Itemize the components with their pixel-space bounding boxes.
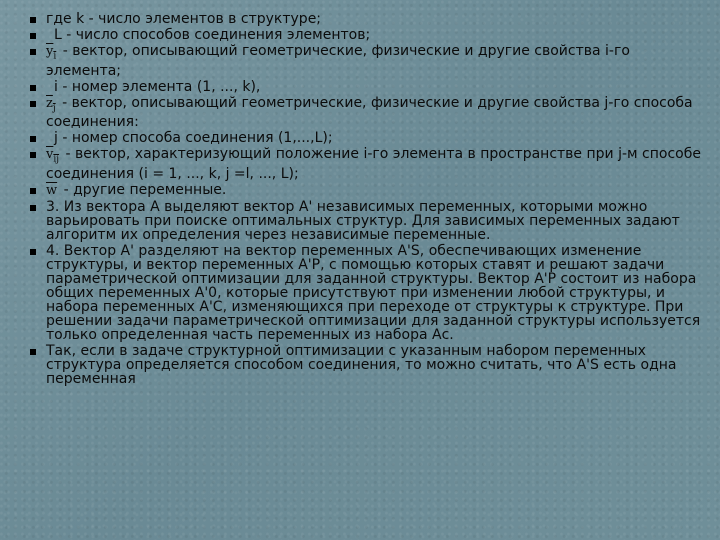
- item-text: - вектор, описывающий геометрические, физические и другие свойства j-го способа соединения:: [46, 94, 693, 131]
- item-text: где k - число элементов в структуре;: [46, 11, 322, 27]
- square-bullet-icon: [30, 205, 36, 211]
- item-text: - другие переменные.: [59, 181, 227, 198]
- square-bullet-icon: [30, 249, 36, 255]
- list-item: [26, 344, 706, 386]
- list-item: [26, 244, 706, 342]
- square-bullet-icon: [30, 33, 36, 39]
- list-item: [26, 200, 706, 242]
- item-text: 3. Из вектора А выделяют вектор А' независимых переменных, которыми можно варьировать при поиске оптимальных структур. Для зависимых переменных задают алгоритм их определения через независимые переменные.: [46, 198, 680, 243]
- item-text: - вектор, описывающий геометрические, физические и другие свойства i-го элемента;: [46, 43, 630, 79]
- square-bullet-icon: [30, 188, 36, 194]
- item-text: j - номер способа соединения (1,...,L);: [54, 130, 333, 147]
- square-bullet-icon: [30, 101, 36, 107]
- vector-symbol-v: $v_{ij}$: [46, 147, 60, 165]
- square-bullet-icon: [30, 85, 36, 91]
- list-item: [26, 183, 706, 198]
- list-item: [26, 44, 706, 78]
- bullet-list: [26, 12, 706, 386]
- square-bullet-icon: [30, 349, 36, 355]
- list-item: [26, 96, 706, 130]
- item-text: 4. Вектор А' разделяют на вектор переменных А'S, обеспечивающих изменение структуры, и вектор переменных А'Р, с помощью которых ставят и решают задачи параметрической оптимизации для заданной структуры. Вектор А'Р состоит из набора общих переменных А'0, которые присутствуют при изменении любой структуры, и набора переменных А'С, изменяющихся при переходе от структуры к структуре. При решении задачи параметрической оптимизации для заданной структуры используется только определенная часть переменных из набора Ас.: [46, 242, 701, 343]
- list-item: [26, 80, 706, 94]
- square-bullet-icon: [30, 49, 36, 55]
- list-item: [26, 28, 706, 42]
- vector-symbol-w: $\overline{w}$: [46, 182, 58, 198]
- vector-symbol-y: $y_i$: [46, 44, 57, 62]
- item-text: L - число способов соединения элементов;: [54, 27, 371, 43]
- item-text: Так, если в задаче структурной оптимизации с указанным набором переменных структура определяется способом соединения, то можно считать, что A'S есть одна переменная: [46, 342, 677, 387]
- vector-symbol-z: $z_j$: [46, 95, 56, 114]
- list-item: [26, 147, 706, 181]
- item-text: i - номер элемента (1, ..., k),: [54, 78, 261, 95]
- square-bullet-icon: [30, 152, 36, 158]
- list-item: [26, 12, 706, 26]
- square-bullet-icon: [30, 136, 36, 142]
- square-bullet-icon: [30, 17, 36, 23]
- item-text: - вектор, характеризующий положение i-го элемента в пространстве при j-м способе соединения (i = 1, ..., k, j =l, ..., L);: [46, 146, 701, 182]
- list-item: [26, 131, 706, 145]
